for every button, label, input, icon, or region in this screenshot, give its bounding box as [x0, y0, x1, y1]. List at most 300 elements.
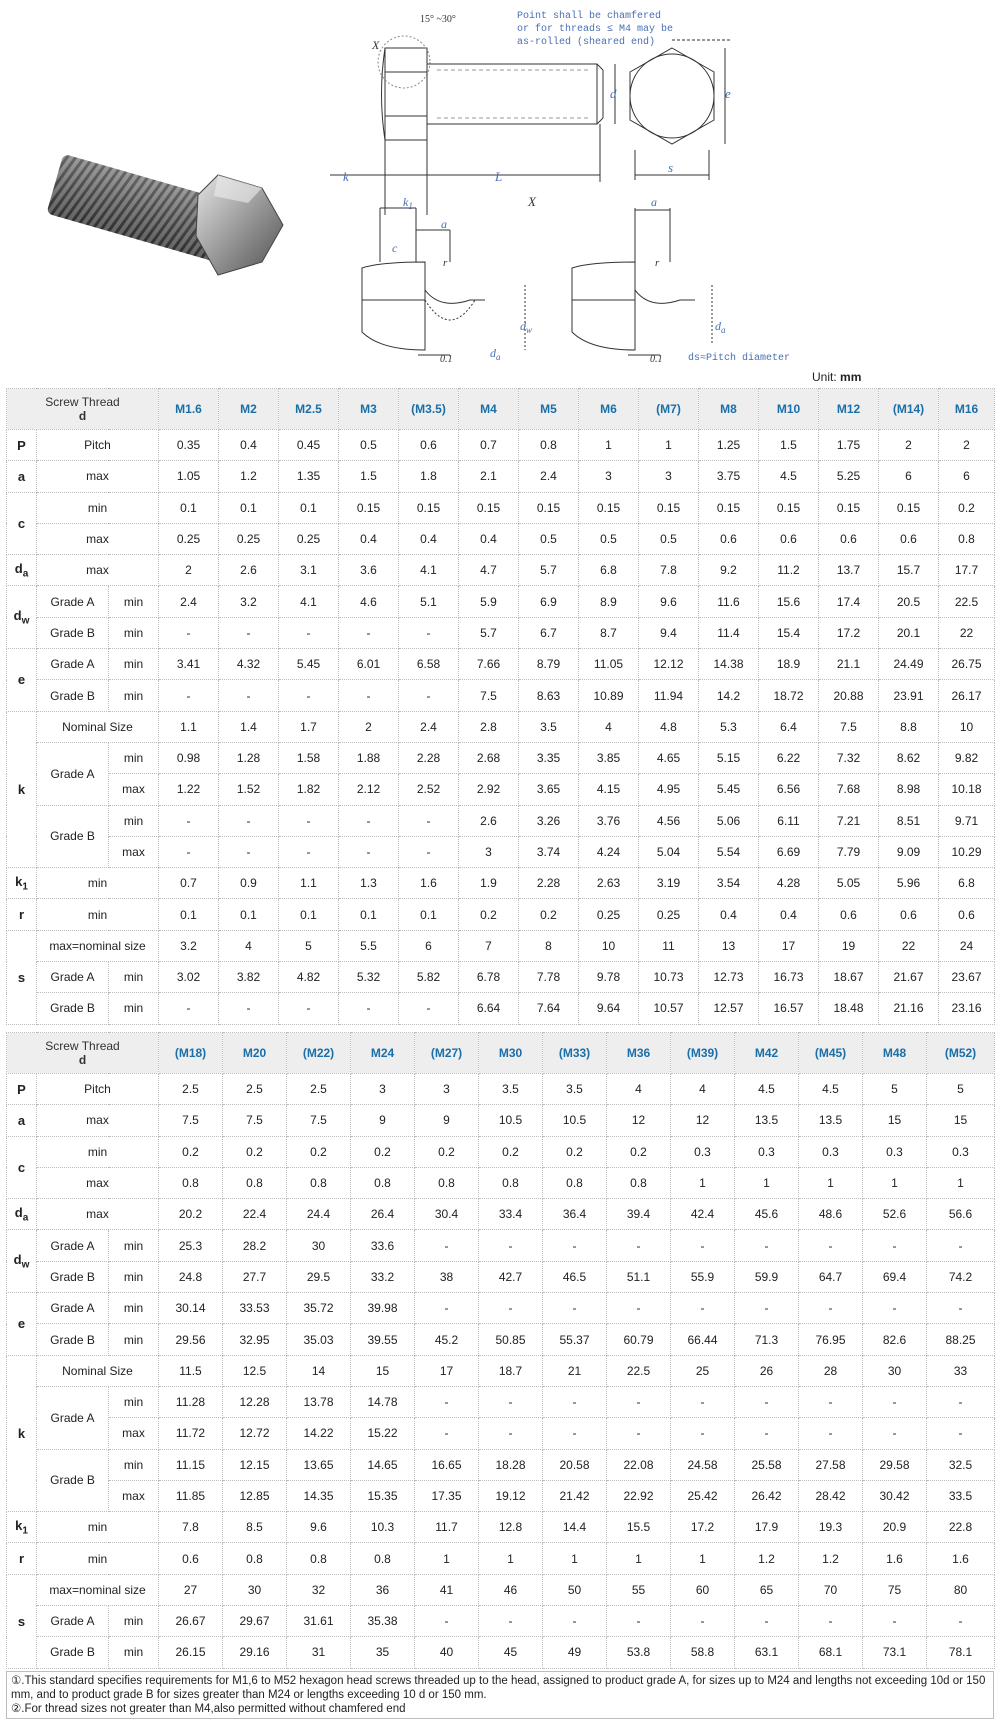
value-cell: 13.65 — [287, 1449, 351, 1480]
value-cell: 14.35 — [287, 1480, 351, 1511]
value-cell: 16.57 — [759, 993, 819, 1024]
value-cell: 1.6 — [927, 1543, 995, 1574]
value-cell: 0.2 — [479, 1136, 543, 1167]
value-cell: 2.5 — [287, 1074, 351, 1105]
value-cell: 4.5 — [799, 1074, 863, 1105]
value-cell: 4.32 — [219, 649, 279, 680]
value-cell: 3.65 — [519, 774, 579, 805]
sym-p: P — [7, 1074, 37, 1105]
value-cell: 4.56 — [639, 805, 699, 836]
value-cell: 6 — [399, 930, 459, 961]
value-cell: 24.8 — [159, 1261, 223, 1292]
value-cell: 30.4 — [415, 1199, 479, 1230]
value-cell: 10.57 — [639, 993, 699, 1024]
value-cell: 71.3 — [735, 1324, 799, 1355]
value-cell: 50 — [543, 1574, 607, 1605]
e-grade-a-min-label: min — [109, 649, 159, 680]
value-cell: - — [863, 1418, 927, 1449]
value-cell: 5.7 — [459, 617, 519, 648]
c-min-row — [7, 492, 995, 523]
value-cell: 2.4 — [519, 461, 579, 492]
sym-da: $d_a$ — [7, 1199, 37, 1230]
value-cell: 3.5 — [519, 711, 579, 742]
value-cell: - — [863, 1606, 927, 1637]
dw-grade-b-row — [7, 617, 995, 648]
value-cell: 33.6 — [351, 1230, 415, 1261]
value-cell: 4.1 — [399, 555, 459, 586]
value-cell: 21 — [543, 1355, 607, 1386]
value-cell: 0.6 — [759, 523, 819, 554]
value-cell: 5.1 — [399, 586, 459, 617]
pitch-row — [7, 430, 995, 461]
dw-grade-b-label: Grade B — [37, 617, 109, 648]
value-cell: 0.7 — [159, 868, 219, 899]
value-cell: 31.61 — [287, 1606, 351, 1637]
value-cell: 15 — [351, 1355, 415, 1386]
value-cell: 7.68 — [819, 774, 879, 805]
drawing-area — [0, 0, 1000, 385]
thread-size-header: M5 — [519, 389, 579, 430]
value-cell: 29.56 — [159, 1324, 223, 1355]
value-cell: 11.4 — [699, 617, 759, 648]
value-cell: 14.2 — [699, 680, 759, 711]
value-cell: 17.9 — [735, 1512, 799, 1543]
pitch-label: Pitch — [37, 430, 159, 461]
value-cell: 5.25 — [819, 461, 879, 492]
value-cell: 0.2 — [519, 899, 579, 930]
value-cell: 39.55 — [351, 1324, 415, 1355]
value-cell: 0.4 — [459, 523, 519, 554]
value-cell: - — [927, 1386, 995, 1417]
e-grade-b-label: Grade B — [37, 1324, 109, 1355]
value-cell: 0.2 — [159, 1136, 223, 1167]
k1-min-label: min — [37, 1512, 159, 1543]
value-cell: 0.6 — [699, 523, 759, 554]
dim-tol-2: 0.1 — [650, 354, 663, 365]
value-cell: 53.8 — [607, 1637, 671, 1668]
value-cell: 20.5 — [879, 586, 939, 617]
s-nominal-label: max=nominal size — [37, 1574, 159, 1605]
value-cell: 26.67 — [159, 1606, 223, 1637]
value-cell: 8 — [519, 930, 579, 961]
value-cell: - — [479, 1293, 543, 1324]
value-cell: - — [219, 993, 279, 1024]
value-cell: 30.42 — [863, 1480, 927, 1511]
value-cell: 0.45 — [279, 430, 339, 461]
e-grade-a-label: Grade A — [37, 649, 109, 680]
k1-min-label: min — [37, 868, 159, 899]
value-cell: 19.12 — [479, 1480, 543, 1511]
value-cell: 75 — [863, 1574, 927, 1605]
value-cell: - — [159, 680, 219, 711]
value-cell: 5.7 — [519, 555, 579, 586]
k-grade-a-max-row — [7, 774, 995, 805]
value-cell: - — [339, 617, 399, 648]
dw-grade-a-row — [7, 1230, 995, 1261]
value-cell: 2 — [159, 555, 219, 586]
value-cell: 7.5 — [287, 1105, 351, 1136]
thread-size-header: (M45) — [799, 1033, 863, 1074]
value-cell: 9.64 — [579, 993, 639, 1024]
c-min-row — [7, 1136, 995, 1167]
value-cell: 10.5 — [479, 1105, 543, 1136]
value-cell: 2.4 — [399, 711, 459, 742]
value-cell: 0.1 — [339, 899, 399, 930]
value-cell: 12.85 — [223, 1480, 287, 1511]
value-cell: 0.8 — [223, 1543, 287, 1574]
k-nominal-row — [7, 1355, 995, 1386]
k1-min-row — [7, 868, 995, 899]
value-cell: 8.5 — [223, 1512, 287, 1543]
sym-a: a — [7, 461, 37, 492]
e-grade-b-min-label: min — [109, 680, 159, 711]
value-cell: 1 — [639, 430, 699, 461]
value-cell: 41 — [415, 1574, 479, 1605]
value-cell: 11.2 — [759, 555, 819, 586]
value-cell: 5 — [863, 1074, 927, 1105]
value-cell: 4.8 — [639, 711, 699, 742]
value-cell: 0.4 — [699, 899, 759, 930]
value-cell: 26 — [735, 1355, 799, 1386]
bolt-side-view — [330, 36, 615, 215]
value-cell: - — [339, 836, 399, 867]
dim-da: $d_a$ — [490, 346, 501, 362]
value-cell: 5 — [927, 1074, 995, 1105]
value-cell: - — [543, 1386, 607, 1417]
sym-k: k — [7, 711, 37, 867]
dim-x-bottom: X — [528, 194, 536, 209]
value-cell: - — [607, 1386, 671, 1417]
value-cell: 1.88 — [339, 742, 399, 773]
e-grade-a-row — [7, 1293, 995, 1324]
value-cell: 7.32 — [819, 742, 879, 773]
value-cell: 88.25 — [927, 1324, 995, 1355]
value-cell: 16.73 — [759, 962, 819, 993]
dim-r: r — [443, 257, 448, 269]
value-cell: 23.91 — [879, 680, 939, 711]
value-cell: 10.89 — [579, 680, 639, 711]
value-cell: 3.5 — [543, 1074, 607, 1105]
value-cell: 48.6 — [799, 1199, 863, 1230]
value-cell: 40 — [415, 1637, 479, 1668]
dim-e: e — [725, 86, 731, 101]
dw-grade-b-row — [7, 1261, 995, 1292]
s-grade-a-row — [7, 962, 995, 993]
value-cell: 2 — [339, 711, 399, 742]
value-cell: 17.2 — [671, 1512, 735, 1543]
value-cell: 2 — [879, 430, 939, 461]
header-row — [7, 1033, 995, 1074]
s-grade-b-min-label: min — [109, 993, 159, 1024]
value-cell: 3.19 — [639, 868, 699, 899]
value-cell: 78.1 — [927, 1637, 995, 1668]
chamfer-note-2: or for threads ≤ M4 may be — [517, 24, 674, 35]
value-cell: 2.1 — [459, 461, 519, 492]
value-cell: 3 — [351, 1074, 415, 1105]
value-cell: 14.22 — [287, 1418, 351, 1449]
value-cell: 12.28 — [223, 1386, 287, 1417]
value-cell: 22.8 — [927, 1512, 995, 1543]
value-cell: 1 — [671, 1167, 735, 1198]
value-cell: 0.2 — [543, 1136, 607, 1167]
thread-size-header: M2.5 — [279, 389, 339, 430]
value-cell: 17.35 — [415, 1480, 479, 1511]
value-cell: 7.21 — [819, 805, 879, 836]
value-cell: 15.22 — [351, 1418, 415, 1449]
k-grade-b-min-label: min — [109, 1449, 159, 1480]
value-cell: 1.52 — [219, 774, 279, 805]
value-cell: 0.15 — [579, 492, 639, 523]
r-min-row — [7, 1543, 995, 1574]
value-cell: 2.68 — [459, 742, 519, 773]
value-cell: 24.4 — [287, 1199, 351, 1230]
value-cell: 5.45 — [279, 649, 339, 680]
value-cell: 0.25 — [279, 523, 339, 554]
c-max-row — [7, 1167, 995, 1198]
value-cell: - — [671, 1418, 735, 1449]
value-cell: 76.95 — [799, 1324, 863, 1355]
dim-k1: $k_1$ — [403, 195, 413, 211]
dim-x-top: X — [372, 38, 380, 52]
sym-da: $d_a$ — [7, 555, 37, 586]
value-cell: 4.5 — [735, 1074, 799, 1105]
value-cell: 0.4 — [759, 899, 819, 930]
value-cell: 9.6 — [287, 1512, 351, 1543]
value-cell: 11.85 — [159, 1480, 223, 1511]
value-cell: 13.78 — [287, 1386, 351, 1417]
value-cell: 0.8 — [287, 1167, 351, 1198]
value-cell: - — [339, 680, 399, 711]
value-cell: - — [415, 1293, 479, 1324]
value-cell: 11.72 — [159, 1418, 223, 1449]
k-grade-b-max-row — [7, 1480, 995, 1511]
s-grade-a-min-label: min — [109, 1606, 159, 1637]
value-cell: - — [399, 617, 459, 648]
value-cell: - — [159, 805, 219, 836]
value-cell: 0.15 — [879, 492, 939, 523]
value-cell: 32 — [287, 1574, 351, 1605]
value-cell: 8.79 — [519, 649, 579, 680]
thread-size-header: (M33) — [543, 1033, 607, 1074]
value-cell: 3.1 — [279, 555, 339, 586]
value-cell: 0.4 — [219, 430, 279, 461]
value-cell: 22.4 — [223, 1199, 287, 1230]
thread-size-header: M8 — [699, 389, 759, 430]
value-cell: 69.4 — [863, 1261, 927, 1292]
value-cell: - — [159, 993, 219, 1024]
value-cell: 36 — [351, 1574, 415, 1605]
value-cell: 0.2 — [351, 1136, 415, 1167]
value-cell: 11.6 — [699, 586, 759, 617]
value-cell: 0.5 — [579, 523, 639, 554]
value-cell: 12.15 — [223, 1449, 287, 1480]
value-cell: 5.05 — [819, 868, 879, 899]
sym-r: r — [7, 899, 37, 930]
value-cell: 29.67 — [223, 1606, 287, 1637]
da-max-label: max — [37, 1199, 159, 1230]
value-cell: 38 — [415, 1261, 479, 1292]
value-cell: 12.8 — [479, 1512, 543, 1543]
value-cell: 51.1 — [607, 1261, 671, 1292]
value-cell: 26.15 — [159, 1637, 223, 1668]
value-cell: 2.92 — [459, 774, 519, 805]
value-cell: 5.3 — [699, 711, 759, 742]
screw-thread-label: Screw Thread — [45, 395, 120, 409]
value-cell: 0.1 — [219, 899, 279, 930]
value-cell: 22.08 — [607, 1449, 671, 1480]
value-cell: 0.25 — [219, 523, 279, 554]
value-cell: 0.35 — [159, 430, 219, 461]
value-cell: 0.1 — [279, 899, 339, 930]
value-cell: 11.7 — [415, 1512, 479, 1543]
sym-dw: $d_w$ — [7, 586, 37, 649]
thread-size-header: (M18) — [159, 1033, 223, 1074]
value-cell: 0.8 — [351, 1167, 415, 1198]
value-cell: 2.5 — [159, 1074, 223, 1105]
s-grade-b-label: Grade B — [37, 1637, 109, 1668]
value-cell: 17.2 — [819, 617, 879, 648]
value-cell: 2.4 — [159, 586, 219, 617]
value-cell: 27 — [159, 1574, 223, 1605]
value-cell: 15 — [927, 1105, 995, 1136]
value-cell: 5 — [279, 930, 339, 961]
value-cell: - — [159, 617, 219, 648]
value-cell: 0.25 — [159, 523, 219, 554]
value-cell: 21.1 — [819, 649, 879, 680]
value-cell: 5.9 — [459, 586, 519, 617]
value-cell: 18.9 — [759, 649, 819, 680]
a-max-label: max — [37, 461, 159, 492]
value-cell: 0.6 — [879, 523, 939, 554]
k-grade-b-max-label: max — [109, 1480, 159, 1511]
value-cell: - — [399, 836, 459, 867]
value-cell: 1 — [799, 1167, 863, 1198]
value-cell: 5.04 — [639, 836, 699, 867]
value-cell: 7.5 — [459, 680, 519, 711]
value-cell: 14.65 — [351, 1449, 415, 1480]
value-cell: 4 — [219, 930, 279, 961]
s-grade-a-label: Grade A — [37, 962, 109, 993]
value-cell: 29.58 — [863, 1449, 927, 1480]
value-cell: 0.8 — [939, 523, 995, 554]
value-cell: 9.82 — [939, 742, 995, 773]
value-cell: 22 — [939, 617, 995, 648]
value-cell: 15.35 — [351, 1480, 415, 1511]
value-cell: - — [607, 1606, 671, 1637]
r-min-row — [7, 899, 995, 930]
e-grade-b-min-label: min — [109, 1324, 159, 1355]
value-cell: 6.8 — [939, 868, 995, 899]
value-cell: 24.49 — [879, 649, 939, 680]
sym-dw: $d_w$ — [7, 1230, 37, 1293]
value-cell: 9.78 — [579, 962, 639, 993]
value-cell: 4.95 — [639, 774, 699, 805]
value-cell: 12 — [671, 1105, 735, 1136]
dim-s: s — [668, 160, 674, 175]
value-cell: 0.15 — [339, 492, 399, 523]
value-cell: 23.67 — [939, 962, 995, 993]
value-cell: 13 — [699, 930, 759, 961]
thread-size-header: M16 — [939, 389, 995, 430]
thread-size-header: M30 — [479, 1033, 543, 1074]
value-cell: 39.4 — [607, 1199, 671, 1230]
value-cell: 36.4 — [543, 1199, 607, 1230]
value-cell: - — [399, 680, 459, 711]
value-cell: 6.22 — [759, 742, 819, 773]
value-cell: 18.72 — [759, 680, 819, 711]
unit-prefix: Unit: — [812, 370, 837, 384]
dim-k: k — [343, 169, 349, 184]
value-cell: 56.6 — [927, 1199, 995, 1230]
value-cell: 32.5 — [927, 1449, 995, 1480]
value-cell: 35.72 — [287, 1293, 351, 1324]
value-cell: 0.15 — [519, 492, 579, 523]
value-cell: 20.88 — [819, 680, 879, 711]
value-cell: 4.82 — [279, 962, 339, 993]
value-cell: 12.73 — [699, 962, 759, 993]
value-cell: 7.8 — [639, 555, 699, 586]
r-min-label: min — [37, 899, 159, 930]
value-cell: 3.2 — [159, 930, 219, 961]
s-grade-b-label: Grade B — [37, 993, 109, 1024]
value-cell: 17 — [415, 1355, 479, 1386]
value-cell: 14.78 — [351, 1386, 415, 1417]
thread-size-header: (M3.5) — [399, 389, 459, 430]
value-cell: 5.5 — [339, 930, 399, 961]
value-cell: 9.2 — [699, 555, 759, 586]
value-cell: 1.5 — [339, 461, 399, 492]
value-cell: 7.5 — [159, 1105, 223, 1136]
value-cell: 5.15 — [699, 742, 759, 773]
value-cell: - — [863, 1230, 927, 1261]
s-grade-a-label: Grade A — [37, 1606, 109, 1637]
value-cell: 7.64 — [519, 993, 579, 1024]
value-cell: 15.7 — [879, 555, 939, 586]
value-cell: 19 — [819, 930, 879, 961]
a-max-label: max — [37, 1105, 159, 1136]
value-cell: 1 — [415, 1543, 479, 1574]
value-cell: 15.6 — [759, 586, 819, 617]
dim-da-2: $d_a$ — [715, 319, 726, 335]
value-cell: 4 — [671, 1074, 735, 1105]
value-cell: 22.5 — [939, 586, 995, 617]
value-cell: 3.26 — [519, 805, 579, 836]
value-cell: 7.8 — [159, 1512, 223, 1543]
value-cell: - — [279, 680, 339, 711]
value-cell: 26.17 — [939, 680, 995, 711]
value-cell: - — [671, 1293, 735, 1324]
value-cell: 1.5 — [759, 430, 819, 461]
k-grade-a-label: Grade A — [37, 742, 109, 805]
value-cell: 5.96 — [879, 868, 939, 899]
value-cell: 26.4 — [351, 1199, 415, 1230]
value-cell: 1 — [607, 1543, 671, 1574]
value-cell: 0.9 — [219, 868, 279, 899]
value-cell: - — [415, 1418, 479, 1449]
value-cell: 20.9 — [863, 1512, 927, 1543]
k-nominal-label: Nominal Size — [37, 711, 159, 742]
value-cell: 82.6 — [863, 1324, 927, 1355]
value-cell: 0.15 — [399, 492, 459, 523]
thread-size-header: (M22) — [287, 1033, 351, 1074]
value-cell: 13.5 — [799, 1105, 863, 1136]
value-cell: 64.7 — [799, 1261, 863, 1292]
value-cell: 27.58 — [799, 1449, 863, 1480]
screw-thread-header — [7, 389, 159, 430]
value-cell: 28 — [799, 1355, 863, 1386]
value-cell: 18.67 — [819, 962, 879, 993]
value-cell: 3.74 — [519, 836, 579, 867]
